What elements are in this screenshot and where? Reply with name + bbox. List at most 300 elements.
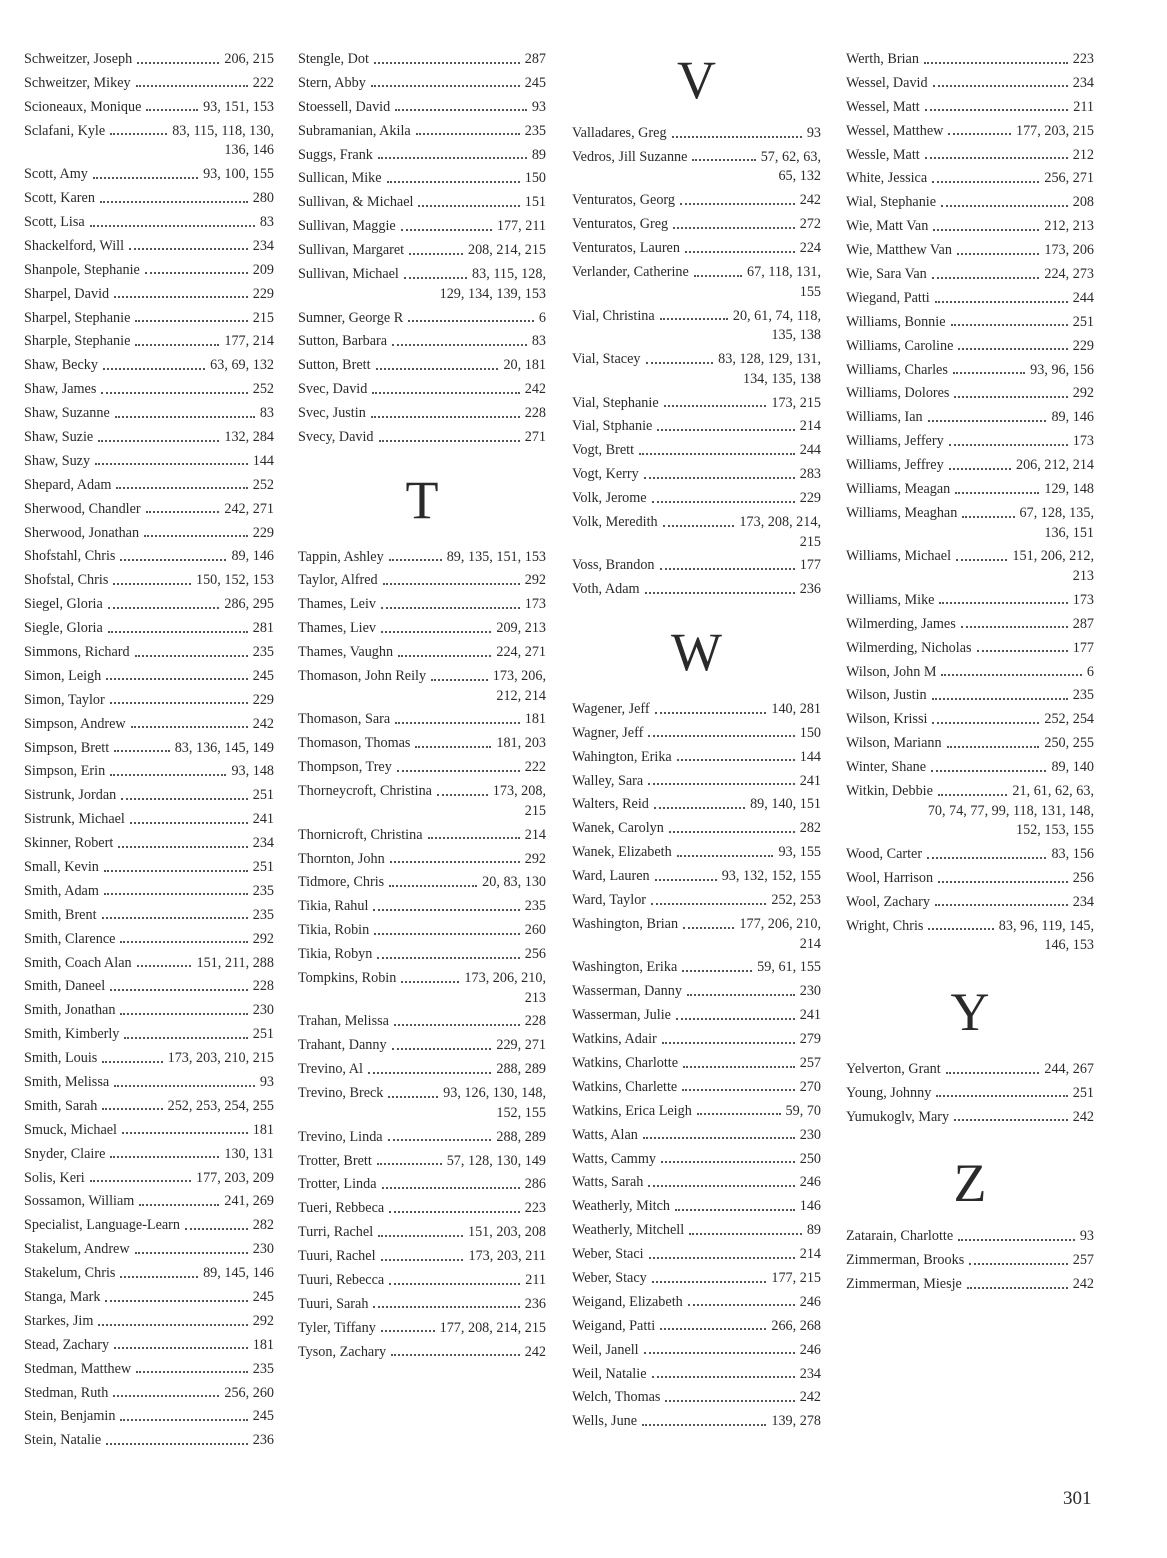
entry-pages: 177, 206, 210, — [739, 915, 821, 932]
entry-name: Subramanian, Akila — [298, 122, 411, 139]
entry-first-line — [572, 513, 821, 533]
dot-leader — [129, 248, 248, 250]
dot-leader — [102, 917, 248, 919]
entry-pages: 281 — [252, 620, 274, 637]
entry-pages: 236 — [799, 581, 821, 598]
entry-name: Sharpel, Stephanie — [24, 309, 131, 326]
entry-pages: 6 — [1086, 663, 1094, 680]
dot-leader — [644, 1352, 795, 1354]
dot-leader — [692, 159, 755, 161]
index-entry — [846, 504, 1094, 543]
dot-leader — [661, 1161, 795, 1163]
dot-leader — [948, 133, 1011, 135]
dot-leader — [104, 870, 248, 872]
entry-pages: 234 — [1072, 893, 1094, 910]
index-entry — [846, 639, 1094, 659]
entry-pages: 93, 100, 155 — [203, 166, 274, 183]
entry-pages-continued: 136, 146 — [224, 142, 274, 159]
dot-leader — [961, 626, 1068, 628]
entry-pages: 223 — [524, 1200, 546, 1217]
entry-name: Tikia, Rahul — [298, 898, 369, 915]
entry-name: Schweitzer, Joseph — [24, 51, 133, 67]
entry-name: Stanga, Mark — [24, 1289, 101, 1306]
entry-name: Weil, Natalie — [572, 1365, 647, 1382]
index-entry — [298, 1319, 546, 1339]
entry-pages: 271 — [524, 428, 546, 445]
dot-leader — [90, 225, 255, 227]
dot-leader — [110, 702, 248, 704]
dot-leader — [113, 1395, 219, 1397]
index-entry — [846, 241, 1094, 261]
entry-name: Thomason, Sara — [298, 711, 391, 728]
entry-first-line — [298, 667, 546, 687]
entry-pages: 208, 214, 215 — [467, 242, 546, 259]
entry-pages: 214 — [799, 1246, 821, 1263]
entry-name: Trotter, Linda — [298, 1176, 377, 1193]
dot-leader — [683, 1066, 795, 1068]
entry-pages: 57, 128, 130, 149 — [446, 1152, 546, 1169]
entry-pages: 235 — [524, 898, 546, 915]
index-entry — [846, 869, 1094, 889]
entry-pages-continued: 134, 135, 138 — [742, 370, 821, 387]
index-entry — [298, 619, 546, 639]
index-entry — [846, 1060, 1094, 1080]
entry-pages: 140, 281 — [771, 700, 821, 717]
index-entry — [298, 1247, 546, 1267]
index-entry — [298, 98, 546, 118]
entry-name: Thorneycroft, Christina — [298, 783, 432, 800]
entry-pages: 93 — [806, 125, 821, 141]
entry-name: Sullican, Mike — [298, 170, 382, 187]
dot-leader — [376, 368, 499, 370]
index-entry — [572, 1150, 821, 1170]
entry-name: Sumner, George R — [298, 309, 404, 326]
entry-pages: 230 — [252, 1002, 274, 1019]
entry-pages: 260 — [524, 922, 546, 939]
entry-name: Wasserman, Julie — [572, 1007, 671, 1024]
dot-leader — [390, 861, 520, 863]
entry-pages: 212 — [1072, 146, 1094, 163]
entry-pages: 242 — [799, 192, 821, 209]
index-entry — [24, 1216, 274, 1236]
dot-leader — [378, 1235, 463, 1237]
dot-leader — [392, 1048, 492, 1050]
index-entry — [572, 915, 821, 954]
index-entry — [572, 417, 821, 437]
index-entry — [298, 241, 546, 261]
entry-name: Stead, Zachary — [24, 1336, 110, 1353]
dot-leader — [688, 1304, 795, 1306]
dot-leader — [957, 253, 1039, 255]
entry-name: Starkes, Jim — [24, 1312, 94, 1329]
index-entry — [298, 169, 546, 189]
entry-name: Trotter, Brett — [298, 1152, 372, 1169]
dot-leader — [932, 722, 1039, 724]
entry-name: Wood, Carter — [846, 846, 923, 863]
entry-pages: 177, 203, 209 — [195, 1169, 274, 1186]
dot-leader — [135, 344, 219, 346]
index-entry — [846, 1108, 1094, 1128]
index-entry — [24, 213, 274, 233]
index-entry — [24, 1049, 274, 1069]
dot-leader — [932, 277, 1040, 279]
dot-leader — [969, 1263, 1068, 1265]
dot-leader — [669, 831, 795, 833]
entry-name: Sherwood, Jonathan — [24, 524, 140, 541]
entry-name: Tyson, Zachary — [298, 1343, 387, 1360]
dot-leader — [949, 468, 1011, 470]
entry-pages: 93, 151, 153 — [203, 98, 274, 115]
entry-pages: 209, 213 — [496, 620, 546, 637]
dot-leader — [120, 941, 247, 943]
index-entry — [24, 1431, 274, 1451]
entry-pages: 236 — [524, 1295, 546, 1312]
dot-leader — [395, 722, 520, 724]
index-entry — [572, 1197, 821, 1217]
entry-name: Suggs, Frank — [298, 146, 373, 163]
entry-pages: 89, 146 — [1051, 409, 1094, 426]
dot-leader — [652, 1376, 795, 1378]
entry-pages-continued: 215 — [524, 802, 546, 819]
entry-name: Siegle, Gloria — [24, 620, 103, 637]
index-entry — [846, 480, 1094, 500]
index-entry — [846, 1275, 1094, 1295]
index-entry — [298, 356, 546, 376]
entry-pages: 173 — [524, 596, 546, 613]
entry-name: Washington, Brian — [572, 915, 679, 932]
entry-name: Shaw, Suzy — [24, 452, 91, 469]
entry-name: Verlander, Catherine — [572, 264, 689, 281]
index-entry — [572, 513, 821, 552]
dot-leader — [404, 277, 467, 279]
entry-name: Thomason, John Reily — [298, 668, 427, 684]
dot-leader — [397, 770, 520, 772]
index-entry — [572, 124, 821, 144]
entry-first-line — [846, 504, 1094, 524]
index-column-2 — [298, 50, 546, 1367]
index-entry — [846, 686, 1094, 706]
index-entry — [24, 1073, 274, 1093]
entry-name: Simpson, Erin — [24, 763, 106, 780]
index-entry — [572, 1365, 821, 1385]
index-entry — [24, 834, 274, 854]
index-entry — [24, 1001, 274, 1021]
dot-leader — [935, 301, 1068, 303]
index-entry — [846, 1227, 1094, 1247]
entry-name: Smuck, Michael — [24, 1121, 117, 1138]
dot-leader — [104, 893, 248, 895]
index-entry — [24, 476, 274, 496]
index-entry — [572, 1006, 821, 1026]
entry-name: Shackelford, Will — [24, 237, 125, 254]
entry-name: Smith, Brent — [24, 906, 97, 923]
index-entry — [24, 380, 274, 400]
entry-pages: 83 — [259, 213, 274, 230]
entry-pages: 59, 61, 155 — [757, 959, 821, 976]
entry-name: Williams, Caroline — [846, 337, 954, 354]
index-entry — [846, 289, 1094, 309]
index-entry — [24, 165, 274, 185]
entry-name: Tikia, Robin — [298, 922, 370, 939]
index-entry — [298, 758, 546, 778]
index-entry — [572, 724, 821, 744]
index-entry — [572, 1102, 821, 1122]
entry-pages: 256, 271 — [1044, 170, 1094, 187]
index-entry — [846, 98, 1094, 118]
entry-name: Shanpole, Stephanie — [24, 261, 140, 278]
dot-leader — [673, 227, 795, 229]
entry-name: Tuuri, Rachel — [298, 1248, 376, 1265]
entry-pages: 222 — [524, 759, 546, 776]
entry-pages: 93, 148 — [231, 763, 274, 780]
index-entry — [298, 332, 546, 352]
index-entry — [24, 882, 274, 902]
entry-first-line — [298, 1084, 546, 1104]
entry-name: Sullivan, Maggie — [298, 218, 396, 235]
index-entry — [24, 524, 274, 544]
dot-leader — [927, 857, 1046, 859]
entry-name: Tidmore, Chris — [298, 874, 385, 891]
index-entry — [298, 710, 546, 730]
entry-name: Washington, Erika — [572, 959, 678, 976]
entry-name: Williams, Meaghan — [846, 504, 958, 521]
index-entry — [298, 122, 546, 142]
index-entry — [24, 739, 274, 759]
entry-name: Tuuri, Sarah — [298, 1295, 369, 1312]
dot-leader — [135, 320, 247, 322]
index-entry — [572, 556, 821, 576]
entry-name: Tyler, Tiffany — [298, 1319, 376, 1336]
dot-leader — [697, 1113, 781, 1115]
dot-leader — [408, 320, 534, 322]
entry-pages: 151, 211, 288 — [196, 954, 274, 971]
entry-pages: 211 — [1073, 98, 1094, 115]
index-entry — [24, 309, 274, 329]
dot-leader — [101, 392, 247, 394]
entry-pages: 67, 118, 131, — [747, 264, 821, 281]
dot-leader — [646, 362, 714, 364]
entry-name: Wial, Stephanie — [846, 194, 937, 211]
entry-name: Wool, Harrison — [846, 869, 934, 886]
entry-name: Trevino, Al — [298, 1061, 363, 1078]
entry-pages: 236 — [252, 1432, 274, 1449]
entry-pages: 286, 295 — [224, 596, 274, 613]
entry-pages: 242 — [1072, 1276, 1094, 1293]
dot-leader — [662, 1042, 795, 1044]
section-letter-z: Z — [953, 1153, 987, 1214]
entry-pages-continued: 155 — [799, 283, 821, 300]
dot-leader — [409, 253, 463, 255]
dot-leader — [936, 1095, 1067, 1097]
index-entry — [846, 432, 1094, 452]
entry-name: Snyder, Claire — [24, 1145, 106, 1162]
entry-name: Watkins, Erica Leigh — [572, 1102, 692, 1119]
dot-leader — [654, 807, 745, 809]
entry-pages: 173, 206 — [1044, 242, 1094, 259]
dot-leader — [652, 501, 795, 503]
entry-pages: 242 — [524, 1343, 546, 1360]
index-entry — [572, 148, 821, 187]
entry-pages: 132, 284 — [224, 428, 274, 445]
dot-leader — [928, 928, 993, 930]
entry-name: Thames, Liev — [298, 620, 377, 637]
entry-name: Wiegand, Patti — [846, 289, 930, 306]
dot-leader — [121, 798, 248, 800]
index-entry — [572, 350, 821, 389]
entry-name: Scott, Karen — [24, 190, 95, 207]
entry-name: Sharpel, David — [24, 285, 110, 302]
index-entry — [298, 734, 546, 754]
dot-leader — [938, 881, 1068, 883]
entry-pages: 173, 206, — [492, 668, 546, 684]
index-entry — [24, 1169, 274, 1189]
dot-leader — [639, 453, 795, 455]
entry-name: Witkin, Debbie — [846, 783, 933, 800]
dot-leader — [103, 368, 205, 370]
dot-leader — [946, 1072, 1040, 1074]
entry-pages: 206, 212, 214 — [1015, 457, 1094, 474]
entry-name: Schweitzer, Mikey — [24, 74, 131, 91]
dot-leader — [110, 774, 226, 776]
entry-name: Svec, Justin — [298, 405, 366, 422]
dot-leader — [113, 583, 191, 585]
entry-name: Shaw, Becky — [24, 357, 98, 374]
entry-pages: 250 — [799, 1150, 821, 1167]
index-entry — [572, 263, 821, 302]
entry-pages: 177, 215 — [771, 1270, 821, 1286]
dot-leader — [382, 1187, 520, 1189]
dot-leader — [655, 879, 717, 881]
entry-name: Siegel, Gloria — [24, 596, 103, 613]
entry-name: Venturatos, Georg — [572, 192, 675, 209]
entry-pages: 20, 61, 74, 118, — [732, 307, 821, 324]
entry-name: Trahan, Melissa — [298, 1013, 389, 1030]
index-entry — [846, 845, 1094, 865]
index-entry — [846, 917, 1094, 956]
entry-pages: 245 — [524, 74, 546, 91]
dot-leader — [428, 837, 520, 839]
dot-leader — [146, 109, 198, 111]
entry-name: Sullivan, & Michael — [298, 194, 414, 211]
entry-name: Smith, Daneel — [24, 978, 106, 995]
index-entry — [572, 700, 821, 720]
index-entry — [24, 547, 274, 567]
entry-name: Wells, June — [572, 1413, 638, 1430]
entry-name: Sullivan, Margaret — [298, 242, 405, 259]
dot-leader — [951, 324, 1068, 326]
entry-name: Williams, Michael — [846, 548, 952, 565]
entry-name: Williams, Bonnie — [846, 313, 946, 330]
dot-leader — [677, 855, 774, 857]
entry-pages: 252, 254 — [1044, 711, 1094, 728]
dot-leader — [115, 416, 255, 418]
entry-pages: 228 — [252, 978, 274, 995]
index-entry — [846, 782, 1094, 841]
entry-first-line — [572, 350, 821, 370]
dot-leader — [381, 631, 491, 633]
entry-pages: 246 — [799, 1174, 821, 1191]
dot-leader — [939, 602, 1067, 604]
index-entry — [24, 1336, 274, 1356]
entry-pages-continued: 152, 155 — [496, 1104, 546, 1121]
entry-pages: 224, 273 — [1044, 266, 1094, 283]
index-entry — [24, 930, 274, 950]
entry-name: Smith, Coach Alan — [24, 954, 132, 971]
entry-pages-continued: 213 — [1072, 568, 1094, 584]
entry-pages: 229 — [1072, 337, 1094, 354]
entry-name: Wie, Matt Van — [846, 218, 929, 235]
dot-leader — [924, 62, 1068, 64]
entry-name: Vial, Stphanie — [572, 418, 653, 435]
entry-pages: 292 — [1072, 385, 1094, 402]
entry-name: Wilson, Krissi — [846, 711, 928, 728]
entry-pages: 63, 69, 132 — [210, 357, 274, 374]
dot-leader — [102, 1061, 162, 1063]
entry-pages: 177, 203, 215 — [1015, 122, 1094, 139]
index-entry — [572, 795, 821, 815]
entry-name: Specialist, Language-Learn — [24, 1217, 180, 1234]
index-entry — [846, 384, 1094, 404]
dot-leader — [683, 927, 734, 929]
entry-first-line — [572, 307, 821, 327]
dot-leader — [130, 822, 248, 824]
entry-pages: 83, 156 — [1051, 846, 1094, 863]
dot-leader — [431, 679, 488, 681]
entry-pages-continued: 70, 74, 77, 99, 118, 131, 148, — [927, 802, 1094, 819]
dot-leader — [114, 1085, 255, 1087]
entry-pages: 235 — [252, 1360, 274, 1377]
entry-name: Wilson, John M — [846, 663, 937, 680]
entry-pages: 214 — [524, 826, 546, 843]
entry-name: Trevino, Breck — [298, 1085, 384, 1102]
index-entry — [24, 715, 274, 735]
index-entry — [572, 1269, 821, 1289]
entry-first-line — [846, 782, 1094, 802]
index-entry — [572, 441, 821, 461]
dot-leader — [933, 229, 1039, 231]
entry-name: Vogt, Kerry — [572, 466, 639, 483]
index-entry — [298, 146, 546, 166]
entry-pages: 229 — [799, 490, 821, 507]
index-entry — [24, 452, 274, 472]
entry-name: Scott, Amy — [24, 166, 88, 183]
entry-pages: 93, 126, 130, 148, — [443, 1085, 546, 1102]
index-entry — [572, 982, 821, 1002]
entry-pages: 223 — [1072, 51, 1094, 67]
dot-leader — [665, 1400, 794, 1402]
index-entry — [24, 1312, 274, 1332]
dot-leader — [120, 559, 226, 561]
index-entry — [846, 663, 1094, 683]
entry-pages: 173, 215 — [771, 394, 821, 411]
dot-leader — [947, 746, 1040, 748]
entry-pages: 250, 255 — [1044, 735, 1094, 752]
entry-name: Ward, Lauren — [572, 868, 650, 885]
entry-pages: 229, 271 — [496, 1037, 546, 1054]
index-entry — [24, 858, 274, 878]
dot-leader — [642, 1424, 766, 1426]
dot-leader — [377, 957, 519, 959]
entry-name: Shaw, James — [24, 381, 97, 398]
entry-pages: 235 — [252, 643, 274, 660]
index-entry — [572, 239, 821, 259]
dot-leader — [388, 1139, 492, 1141]
dot-leader — [114, 296, 248, 298]
entry-pages: 251 — [252, 858, 274, 875]
index-column-3 — [572, 50, 821, 1436]
index-entry — [298, 571, 546, 591]
entry-pages: 150 — [799, 724, 821, 741]
